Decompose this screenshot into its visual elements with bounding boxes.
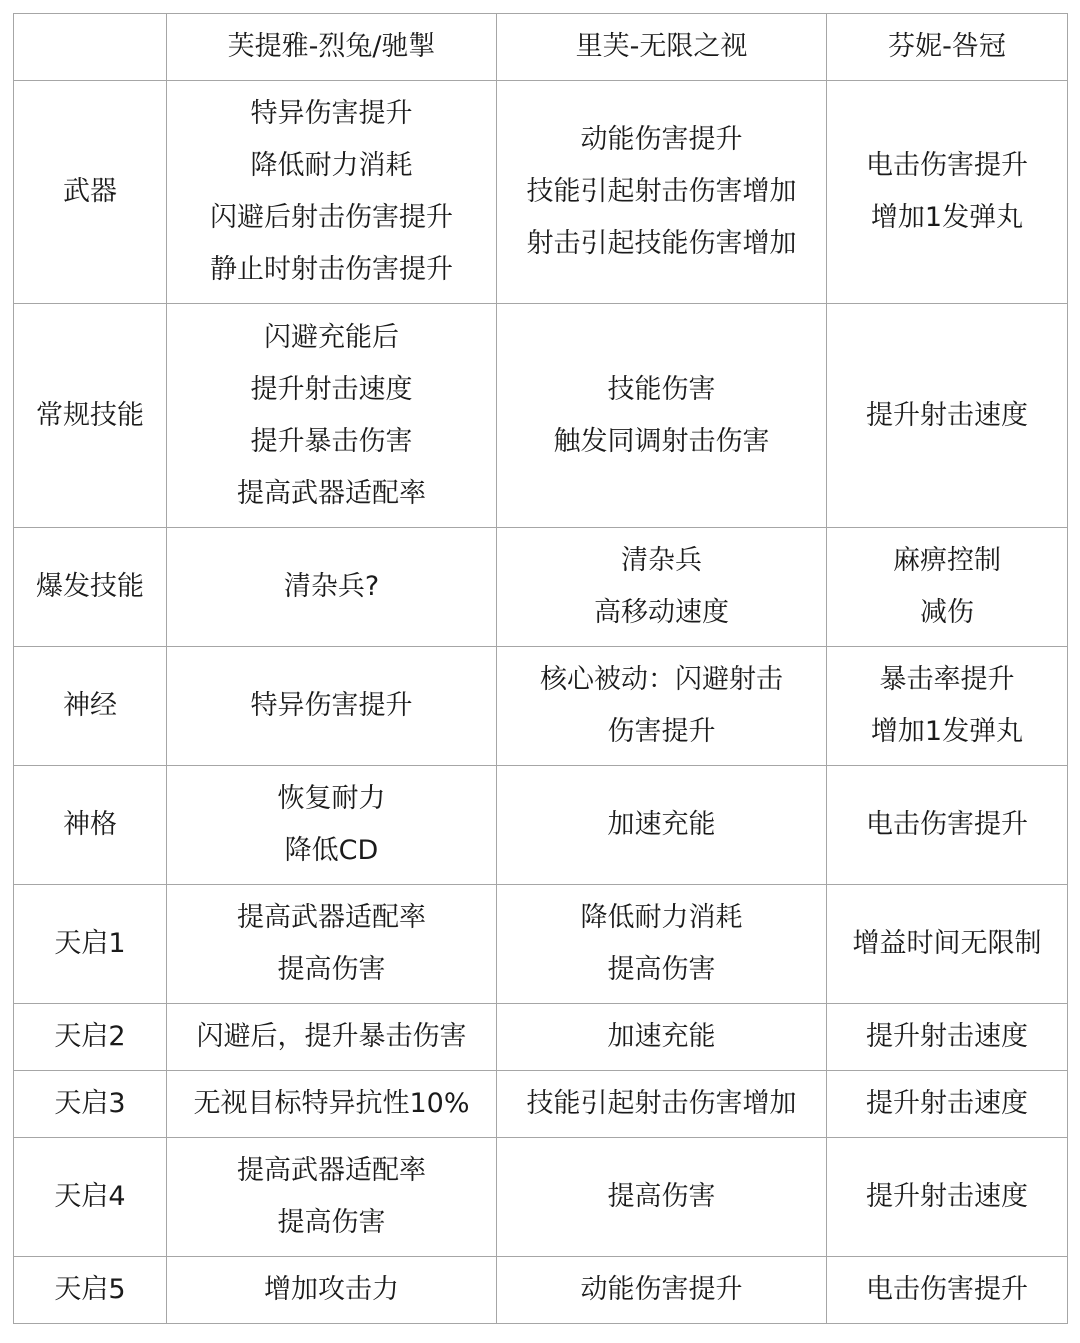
cell-text-line: 提高伤害 [607, 1181, 716, 1212]
cell-text-line: 提高武器适配率 [237, 1155, 426, 1186]
cell-character-2 [497, 647, 827, 766]
cell-character-2 [497, 304, 827, 528]
table-row [14, 528, 1068, 647]
cell-text-line: 电击伤害提升 [866, 1274, 1028, 1305]
cell-text-line: 提升射击速度 [866, 1088, 1028, 1119]
table-row [14, 1071, 1068, 1138]
cell-text-line: 触发同调射击伤害 [553, 425, 770, 457]
cell-text-line: 闪避充能后 [264, 321, 399, 353]
cell-text-line: 无视目标特异抗性10% [193, 1088, 470, 1119]
cell-character-3 [827, 1071, 1068, 1138]
row-label-cell: 神格 [14, 766, 167, 885]
cell-character-1 [167, 1257, 497, 1324]
row-label-cell: 天启3 [14, 1071, 167, 1138]
cell-text-line: 降低CD [284, 835, 379, 866]
cell-character-2 [497, 766, 827, 885]
cell-character-1 [167, 528, 497, 647]
row-label-cell: 天启2 [14, 1004, 167, 1071]
cell-text-line: 降低耐力消耗 [580, 902, 743, 933]
cell-character-2 [497, 528, 827, 647]
cell-character-1 [167, 647, 497, 766]
cell-text-line: 特异伤害提升 [250, 690, 413, 721]
table-row [14, 766, 1068, 885]
cell-text-line: 恢复耐力 [277, 783, 386, 814]
cell-text-line: 提升暴击伤害 [250, 425, 413, 457]
cell-text-line: 特异伤害提升 [250, 98, 413, 129]
cell-text-line: 技能伤害 [607, 373, 716, 405]
cell-text-line: 减伤 [920, 597, 974, 628]
cell-character-2 [497, 81, 827, 304]
row-label-cell: 天启1 [14, 885, 167, 1004]
cell-character-3 [827, 885, 1068, 1004]
cell-text-line: 降低耐力消耗 [250, 150, 413, 181]
cell-character-3 [827, 1004, 1068, 1071]
cell-text-line: 提高伤害 [607, 954, 716, 985]
header-character-1: 芙提雅-烈兔/驰掣 [167, 14, 497, 81]
table-row [14, 647, 1068, 766]
cell-text-line: 伤害提升 [607, 716, 716, 747]
cell-text-line: 麻痹控制 [893, 545, 1001, 576]
cell-text-line: 提升射击速度 [866, 1181, 1028, 1212]
row-label-cell: 天启4 [14, 1138, 167, 1257]
cell-character-1 [167, 1071, 497, 1138]
cell-character-3 [827, 1138, 1068, 1257]
table-row [14, 304, 1068, 528]
table-row [14, 1138, 1068, 1257]
cell-text-line: 核心被动：闪避射击 [540, 664, 783, 695]
cell-text-line: 闪避后，提升暴击伤害 [196, 1021, 467, 1052]
cell-text-line: 清杂兵? [283, 571, 380, 602]
cell-text-line: 清杂兵 [621, 545, 702, 576]
cell-character-1 [167, 1138, 497, 1257]
cell-text-line: 射击引起技能伤害增加 [526, 228, 797, 259]
cell-text-line: 提升射击速度 [250, 373, 413, 405]
cell-character-3 [827, 304, 1068, 528]
cell-character-2 [497, 1004, 827, 1071]
cell-text-line: 动能伤害提升 [580, 124, 743, 155]
header-corner-cell [14, 14, 167, 81]
cell-character-2 [497, 885, 827, 1004]
comparison-table-wrapper [13, 13, 1067, 1324]
cell-character-1 [167, 1004, 497, 1071]
cell-text-line: 技能引起射击伤害增加 [526, 1088, 797, 1119]
row-label-cell: 神经 [14, 647, 167, 766]
cell-character-2 [497, 1071, 827, 1138]
cell-text-line: 提高武器适配率 [237, 902, 426, 933]
cell-text-line: 提升射击速度 [866, 1021, 1028, 1052]
cell-text-line: 技能引起射击伤害增加 [526, 176, 797, 207]
cell-character-1 [167, 304, 497, 528]
cell-text-line: 增加1发弹丸 [870, 202, 1024, 233]
table-row [14, 1257, 1068, 1324]
row-label-cell: 武器 [14, 81, 167, 304]
cell-character-3 [827, 647, 1068, 766]
row-label-cell: 天启5 [14, 1257, 167, 1324]
cell-character-1 [167, 885, 497, 1004]
cell-text-line: 静止时射击伤害提升 [210, 254, 453, 285]
cell-text-line: 提高伤害 [277, 954, 386, 985]
cell-character-3 [827, 1257, 1068, 1324]
table-body [14, 81, 1068, 1324]
cell-text-line: 增加攻击力 [264, 1274, 399, 1305]
cell-text-line: 加速充能 [607, 1021, 716, 1052]
header-character-2: 里芙-无限之视 [497, 14, 827, 81]
cell-text-line: 暴击率提升 [879, 664, 1015, 695]
cell-text-line: 提升射击速度 [866, 399, 1028, 431]
cell-character-2 [497, 1138, 827, 1257]
table-row [14, 885, 1068, 1004]
cell-character-1 [167, 766, 497, 885]
cell-character-2 [497, 1257, 827, 1324]
cell-character-3 [827, 528, 1068, 647]
cell-character-1 [167, 81, 497, 304]
cell-character-3 [827, 766, 1068, 885]
cell-text-line: 高移动速度 [594, 597, 729, 628]
header-row [14, 14, 1068, 81]
header-character-3: 芬妮-咎冠 [827, 14, 1068, 81]
cell-text-line: 提高伤害 [277, 1207, 386, 1238]
cell-text-line: 增益时间无限制 [852, 928, 1042, 959]
cell-text-line: 加速充能 [607, 809, 716, 840]
row-label-cell: 爆发技能 [14, 528, 167, 647]
cell-text-line: 提高武器适配率 [237, 477, 426, 509]
table-row [14, 81, 1068, 304]
cell-text-line: 电击伤害提升 [866, 150, 1028, 181]
cell-text-line: 增加1发弹丸 [870, 716, 1024, 747]
comparison-table [13, 13, 1068, 1324]
table-row [14, 1004, 1068, 1071]
row-label-cell: 常规技能 [14, 304, 167, 528]
cell-character-3 [827, 81, 1068, 304]
cell-text-line: 电击伤害提升 [866, 809, 1028, 840]
cell-text-line: 闪避后射击伤害提升 [210, 202, 453, 233]
cell-text-line: 动能伤害提升 [580, 1274, 743, 1305]
